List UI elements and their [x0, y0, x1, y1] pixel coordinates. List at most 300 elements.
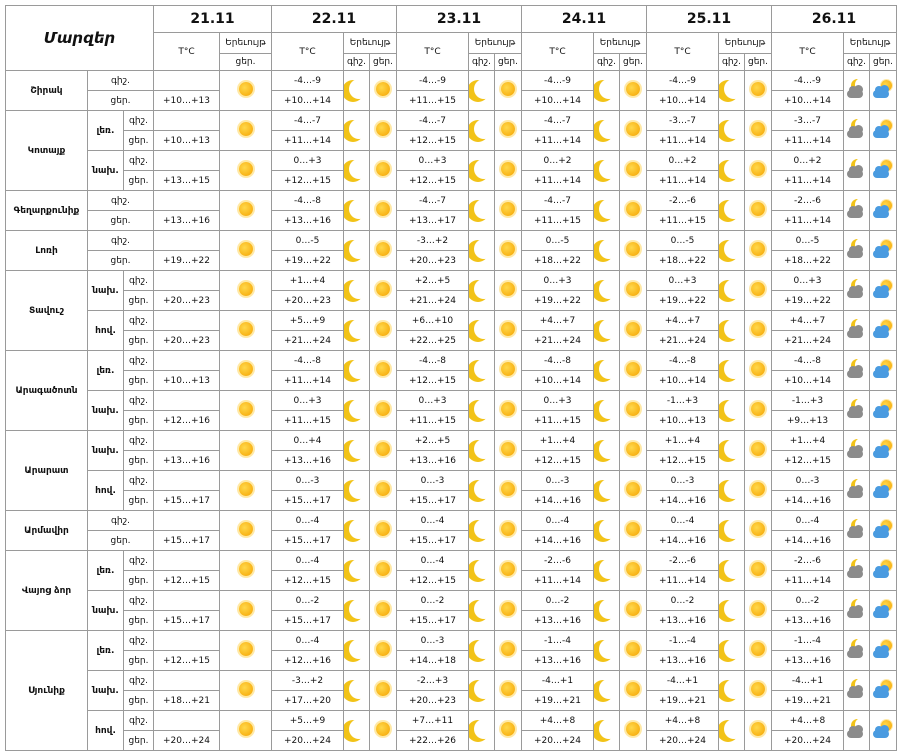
night-label: գիշ. [124, 391, 154, 411]
day-temp: +10…+13 [154, 131, 220, 151]
moon-cloud-icon [846, 318, 868, 340]
night-temp: 0…-2 [272, 591, 344, 611]
day-temp: +12…+16 [154, 411, 220, 431]
night-temp: +1…+4 [772, 431, 844, 451]
night-temp: 0…+3 [522, 391, 594, 411]
sun-icon [497, 318, 519, 340]
day-temp: +20…+23 [397, 251, 469, 271]
sun-icon [622, 478, 644, 500]
night-weather-cell [719, 471, 745, 511]
night-weather-cell [594, 431, 620, 471]
night-weather-cell [594, 391, 620, 431]
night-temp [154, 671, 220, 691]
night-weather-cell [594, 551, 620, 591]
day-temp: +12…+15 [154, 571, 220, 591]
night-temp: -4…-7 [397, 191, 469, 211]
day-weather-cell [620, 471, 647, 511]
night-label: գիշ. [124, 431, 154, 451]
night-temp: 0…-4 [272, 551, 344, 571]
date-header: 24.11 [522, 6, 647, 33]
moon-cloud-icon [846, 478, 868, 500]
day-temp: +13…+16 [272, 211, 344, 231]
day-weather-cell [620, 311, 647, 351]
day-temp: +20…+23 [272, 291, 344, 311]
night-weather-cell [844, 351, 870, 391]
day-weather-cell [370, 551, 397, 591]
moon-icon [596, 318, 618, 340]
region-name: Վայոց ձոր [6, 551, 88, 631]
day-weather-cell [870, 591, 897, 631]
day-col-header: ցեր. [745, 54, 772, 71]
night-temp: -4…-7 [272, 111, 344, 131]
day-temp: +20…+24 [272, 731, 344, 751]
day-temp: +20…+24 [772, 731, 844, 751]
temp-col-header: T°C [647, 33, 719, 71]
sun-cloud-icon [872, 718, 894, 740]
day-weather-cell [620, 551, 647, 591]
sun-icon [622, 198, 644, 220]
day-temp: +20…+24 [522, 731, 594, 751]
night-temp [154, 551, 220, 571]
sun-icon [747, 158, 769, 180]
sun-icon [235, 358, 257, 380]
day-weather-cell [495, 311, 522, 351]
day-temp: +12…+15 [397, 131, 469, 151]
night-temp: -2…-6 [772, 191, 844, 211]
night-weather-cell [344, 151, 370, 191]
day-temp: +12…+15 [522, 451, 594, 471]
day-col-header: ցեր. [620, 54, 647, 71]
date-header: 21.11 [154, 6, 272, 33]
night-temp [154, 471, 220, 491]
moon-cloud-icon [846, 358, 868, 380]
sun-cloud-icon [872, 478, 894, 500]
moon-cloud-icon [846, 638, 868, 660]
night-temp: +1…+4 [522, 431, 594, 451]
night-temp: 0…-4 [397, 511, 469, 531]
sun-icon [747, 398, 769, 420]
sun-cloud-icon [872, 238, 894, 260]
night-temp: -4…+1 [647, 671, 719, 691]
day-weather-cell [220, 111, 272, 151]
night-temp [154, 511, 220, 531]
day-col-header: ցեր. [220, 54, 272, 71]
subregion-name: հով. [88, 711, 124, 751]
sun-icon [747, 678, 769, 700]
night-weather-cell [844, 711, 870, 751]
moon-icon [471, 238, 493, 260]
night-temp: -1…-4 [772, 631, 844, 651]
day-temp: +14…+16 [772, 531, 844, 551]
day-temp: +11…+15 [397, 411, 469, 431]
day-temp: +10…+14 [522, 91, 594, 111]
night-weather-cell [719, 391, 745, 431]
night-temp: 0…-2 [772, 591, 844, 611]
day-temp: +12…+16 [272, 651, 344, 671]
date-header: 22.11 [272, 6, 397, 33]
sun-icon [497, 278, 519, 300]
sun-icon [372, 398, 394, 420]
day-weather-cell [745, 111, 772, 151]
day-weather-cell [370, 431, 397, 471]
day-weather-cell [220, 391, 272, 431]
night-temp: 0…-2 [647, 591, 719, 611]
night-weather-cell [844, 71, 870, 111]
day-temp: +21…+24 [522, 331, 594, 351]
sun-icon [747, 278, 769, 300]
day-weather-cell [495, 671, 522, 711]
day-label: ցեր. [124, 651, 154, 671]
night-temp: 0…-2 [397, 591, 469, 611]
moon-icon [471, 558, 493, 580]
night-weather-cell [469, 311, 495, 351]
night-temp: +6…+10 [397, 311, 469, 331]
day-weather-cell [870, 671, 897, 711]
night-weather-cell [844, 151, 870, 191]
moon-icon [721, 558, 743, 580]
sun-icon [747, 598, 769, 620]
night-weather-cell [594, 631, 620, 671]
day-weather-cell [370, 591, 397, 631]
night-weather-cell [344, 391, 370, 431]
day-temp: +13…+16 [522, 611, 594, 631]
sun-icon [235, 438, 257, 460]
moon-cloud-icon [846, 198, 868, 220]
moon-cloud-icon [846, 718, 868, 740]
day-temp: +18…+22 [647, 251, 719, 271]
weather-col-header: Երեւույթ [220, 33, 272, 54]
day-weather-cell [495, 111, 522, 151]
table-row [6, 391, 897, 411]
moon-icon [346, 158, 368, 180]
day-temp: +13…+15 [154, 171, 220, 191]
day-temp: +19…+22 [772, 291, 844, 311]
night-label: գիշ. [124, 591, 154, 611]
day-weather-cell [620, 111, 647, 151]
night-temp: 0…+3 [647, 271, 719, 291]
moon-icon [471, 198, 493, 220]
day-weather-cell [870, 511, 897, 551]
moon-icon [721, 278, 743, 300]
night-temp: +5…+9 [272, 711, 344, 731]
night-temp: -3…+2 [397, 231, 469, 251]
night-temp: -1…+3 [772, 391, 844, 411]
date-header: 23.11 [397, 6, 522, 33]
weather-forecast-table [5, 5, 897, 751]
moon-icon [471, 158, 493, 180]
sun-icon [747, 518, 769, 540]
day-label: ցեր. [124, 451, 154, 471]
moon-icon [596, 358, 618, 380]
night-temp: -4…-8 [647, 351, 719, 371]
day-weather-cell [870, 231, 897, 271]
moon-icon [721, 398, 743, 420]
night-col-header: գիշ. [594, 54, 620, 71]
day-temp: +11…+14 [272, 371, 344, 391]
day-temp: +19…+21 [522, 691, 594, 711]
sun-cloud-icon [872, 318, 894, 340]
sun-icon [497, 478, 519, 500]
night-temp: -4…-9 [772, 71, 844, 91]
night-weather-cell [469, 271, 495, 311]
sun-icon [747, 198, 769, 220]
table-row [6, 311, 897, 331]
moon-icon [721, 358, 743, 380]
sun-icon [497, 198, 519, 220]
day-weather-cell [495, 431, 522, 471]
region-name: Շիրակ [6, 71, 88, 111]
night-temp: +4…+8 [647, 711, 719, 731]
day-weather-cell [620, 431, 647, 471]
moon-icon [471, 438, 493, 460]
sun-icon [372, 78, 394, 100]
night-temp: 0…-5 [772, 231, 844, 251]
day-weather-cell [495, 511, 522, 551]
day-weather-cell [745, 711, 772, 751]
region-name: Կոտայք [6, 111, 88, 191]
night-weather-cell [344, 431, 370, 471]
region-name: Արարատ [6, 431, 88, 511]
night-weather-cell [594, 471, 620, 511]
moon-icon [596, 278, 618, 300]
temp-col-header: T°C [154, 33, 220, 71]
moon-icon [471, 638, 493, 660]
sun-cloud-icon [872, 398, 894, 420]
night-temp: -3…-7 [647, 111, 719, 131]
night-temp: +4…+7 [647, 311, 719, 331]
day-weather-cell [870, 311, 897, 351]
night-weather-cell [844, 511, 870, 551]
night-temp: +4…+7 [772, 311, 844, 331]
night-weather-cell [594, 271, 620, 311]
day-col-header: ցեր. [870, 54, 897, 71]
day-temp: +10…+14 [272, 91, 344, 111]
night-temp: -1…-4 [522, 631, 594, 651]
night-temp: 0…-5 [522, 231, 594, 251]
day-temp: +21…+24 [272, 331, 344, 351]
day-temp: +13…+16 [522, 651, 594, 671]
forecast-container [5, 5, 897, 751]
moon-icon [596, 118, 618, 140]
night-temp [154, 711, 220, 731]
day-temp: +11…+15 [522, 211, 594, 231]
moon-icon [346, 518, 368, 540]
sun-icon [235, 518, 257, 540]
moon-icon [721, 158, 743, 180]
night-temp: -4…+1 [522, 671, 594, 691]
table-row [6, 591, 897, 611]
night-weather-cell [469, 511, 495, 551]
day-temp: +14…+16 [647, 491, 719, 511]
day-weather-cell [745, 351, 772, 391]
table-row [6, 711, 897, 731]
day-weather-cell [870, 351, 897, 391]
night-temp [154, 591, 220, 611]
day-temp: +13…+16 [647, 611, 719, 631]
day-label: ցեր. [88, 251, 154, 271]
moon-icon [471, 678, 493, 700]
day-temp: +19…+22 [522, 291, 594, 311]
night-temp: -4…-7 [522, 191, 594, 211]
night-weather-cell [594, 671, 620, 711]
day-weather-cell [620, 631, 647, 671]
moon-icon [346, 198, 368, 220]
night-weather-cell [344, 671, 370, 711]
night-temp: 0…+3 [272, 391, 344, 411]
day-temp: +19…+22 [272, 251, 344, 271]
subregion-name: լեռ. [88, 631, 124, 671]
day-temp: +10…+14 [772, 371, 844, 391]
day-temp: +15…+17 [272, 531, 344, 551]
day-label: ցեր. [124, 571, 154, 591]
night-label: գիշ. [124, 351, 154, 371]
moon-icon [596, 238, 618, 260]
moon-cloud-icon [846, 158, 868, 180]
night-weather-cell [844, 631, 870, 671]
night-temp: 0…-4 [772, 511, 844, 531]
night-weather-cell [469, 151, 495, 191]
day-temp: +11…+14 [522, 131, 594, 151]
day-weather-cell [620, 511, 647, 551]
day-temp: +17…+20 [272, 691, 344, 711]
night-weather-cell [719, 231, 745, 271]
day-label: ցեր. [88, 211, 154, 231]
day-temp: +13…+16 [772, 651, 844, 671]
subregion-name: նախ. [88, 271, 124, 311]
day-weather-cell [870, 111, 897, 151]
sun-icon [235, 78, 257, 100]
day-weather-cell [370, 471, 397, 511]
sun-icon [747, 718, 769, 740]
weather-col-header: Երեւույթ [844, 33, 897, 54]
day-weather-cell [495, 391, 522, 431]
sun-icon [372, 718, 394, 740]
night-temp: 0…+3 [522, 271, 594, 291]
day-label: ցեր. [124, 611, 154, 631]
night-weather-cell [594, 511, 620, 551]
day-weather-cell [370, 351, 397, 391]
sun-icon [235, 718, 257, 740]
night-weather-cell [719, 591, 745, 631]
region-name: Արմավիր [6, 511, 88, 551]
night-label: գիշ. [124, 271, 154, 291]
night-temp [154, 391, 220, 411]
day-weather-cell [495, 71, 522, 111]
night-weather-cell [344, 71, 370, 111]
day-weather-cell [745, 471, 772, 511]
night-temp: -2…-6 [522, 551, 594, 571]
sun-icon [622, 678, 644, 700]
sun-icon [235, 558, 257, 580]
sun-icon [235, 238, 257, 260]
day-weather-cell [495, 231, 522, 271]
night-weather-cell [344, 631, 370, 671]
night-weather-cell [469, 551, 495, 591]
night-weather-cell [719, 671, 745, 711]
night-weather-cell [469, 71, 495, 111]
night-weather-cell [719, 271, 745, 311]
night-weather-cell [594, 711, 620, 751]
night-temp: +2…+5 [397, 431, 469, 451]
night-weather-cell [719, 711, 745, 751]
day-temp: +12…+15 [397, 371, 469, 391]
day-label: ցեր. [124, 371, 154, 391]
moon-icon [346, 358, 368, 380]
night-temp [154, 111, 220, 131]
night-weather-cell [594, 191, 620, 231]
night-temp: -2…-6 [772, 551, 844, 571]
night-temp: 0…-4 [522, 511, 594, 531]
sun-icon [747, 238, 769, 260]
night-col-header: գիշ. [469, 54, 495, 71]
day-weather-cell [370, 151, 397, 191]
day-col-header: ցեր. [370, 54, 397, 71]
day-temp: +20…+24 [647, 731, 719, 751]
moon-cloud-icon [846, 438, 868, 460]
sun-icon [622, 78, 644, 100]
sun-cloud-icon [872, 358, 894, 380]
day-weather-cell [620, 151, 647, 191]
night-temp: -4…+1 [772, 671, 844, 691]
night-temp [154, 431, 220, 451]
night-weather-cell [844, 671, 870, 711]
sun-icon [622, 438, 644, 460]
day-temp: +12…+15 [272, 571, 344, 591]
day-weather-cell [870, 151, 897, 191]
sun-cloud-icon [872, 518, 894, 540]
day-weather-cell [370, 511, 397, 551]
day-weather-cell [495, 351, 522, 391]
sun-icon [622, 358, 644, 380]
night-label: գիշ. [124, 311, 154, 331]
day-weather-cell [745, 151, 772, 191]
sun-icon [747, 358, 769, 380]
day-weather-cell [220, 591, 272, 631]
sun-icon [622, 518, 644, 540]
night-temp: 0…-4 [397, 551, 469, 571]
table-row [6, 551, 897, 571]
night-temp: 0…+2 [522, 151, 594, 171]
night-label: գիշ. [88, 71, 154, 91]
night-temp: 0…+3 [772, 271, 844, 291]
day-temp: +13…+16 [647, 651, 719, 671]
moon-icon [471, 518, 493, 540]
day-weather-cell [495, 471, 522, 511]
moon-icon [596, 718, 618, 740]
day-weather-cell [745, 551, 772, 591]
sun-icon [497, 438, 519, 460]
sun-cloud-icon [872, 598, 894, 620]
region-name: Սյունիք [6, 631, 88, 751]
sun-icon [497, 518, 519, 540]
sun-icon [497, 78, 519, 100]
night-temp: 0…-3 [397, 471, 469, 491]
day-temp: +11…+15 [522, 411, 594, 431]
day-temp: +11…+14 [772, 131, 844, 151]
day-weather-cell [745, 391, 772, 431]
night-weather-cell [344, 711, 370, 751]
night-weather-cell [594, 111, 620, 151]
sun-cloud-icon [872, 438, 894, 460]
day-temp: +13…+16 [397, 451, 469, 471]
day-weather-cell [870, 711, 897, 751]
day-weather-cell [745, 271, 772, 311]
sun-cloud-icon [872, 118, 894, 140]
day-temp: +18…+21 [154, 691, 220, 711]
table-row [6, 431, 897, 451]
day-temp: +13…+16 [272, 451, 344, 471]
day-weather-cell [495, 591, 522, 631]
